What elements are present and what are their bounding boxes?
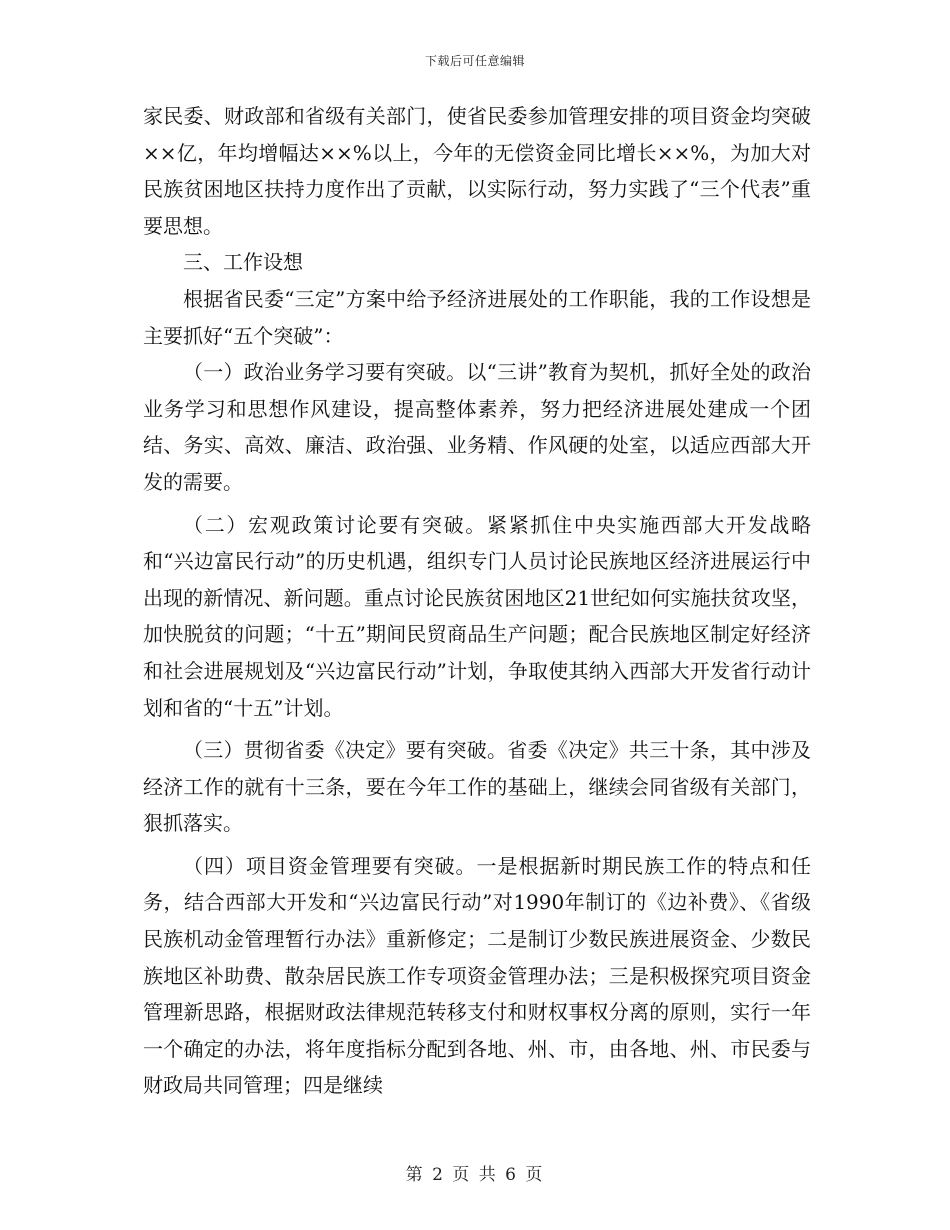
paragraph: （一）政治业务学习要有突破。以“三讲”教育为契机，抓好全处的政治业务学习和思想作风建设，提高整体素养，努力把经济进展处建成一个团结、务实、高效、廉洁、政治强、业务精、作风硬的处室，以适应西部大开发的需要。 [143,360,811,494]
page-number-footer: 第 2 页 共 6 页 [405,1165,545,1185]
document-body [143,98,811,1104]
page-header: 下载后可任意编辑 [424,54,525,68]
paragraph: 根据省民委“三定”方案中给予经济进展处的工作职能，我的工作设想是主要抓好“五个突破”： [143,286,811,348]
section-heading: 三、工作设想 [183,250,303,275]
paragraph-continued: 家民委、财政部和省级有关部门，使省民委参加管理安排的项目资金均突破××亿，年均增幅达××%以上，今年的无偿资金同比增长××%，为加大对民族贫困地区扶持力度作出了贡献，以实际行动，努力实践了“三个代表”重要思想。 [143,104,811,238]
paragraph: （二）宏观政策讨论要有突破。紧紧抓住中央实施西部大开发战略和“兴边富民行动”的历史机遇，组织专门人员讨论民族地区经济进展运行中出现的新情况、新问题。重点讨论民族贫困地区21世纪如何实施扶贫攻坚，加快脱贫的问题；“十五”期间民贸商品生产问题；配合民族地区制定好经济和社会进展规划及“兴边富民行动”计划，争取使其纳入西部大开发省行动计划和省的“十五”计划。 [143,512,811,720]
paragraph: （四）项目资金管理要有突破。一是根据新时期民族工作的特点和任务，结合西部大开发和“兴边富民行动”对1990年制订的《边补费》、《省级民族机动金管理暂行办法》重新修定；二是制订少数民族进展资金、少数民族地区补助费、散杂居民族工作专项资金管理办法；三是积极探究项目资金管理新思路，根据财政法律规范转移支付和财权事权分离的原则，实行一年一个确定的办法，将年度指标分配到各地、州、市，由各地、州、市民委与财政局共同管理；四是继续 [143,853,811,1098]
paragraph: （三）贯彻省委《决定》要有突破。省委《决定》共三十条，其中涉及经济工作的就有十三条，要在今年工作的基础上，继续会同省级有关部门，狠抓落实。 [143,738,811,836]
